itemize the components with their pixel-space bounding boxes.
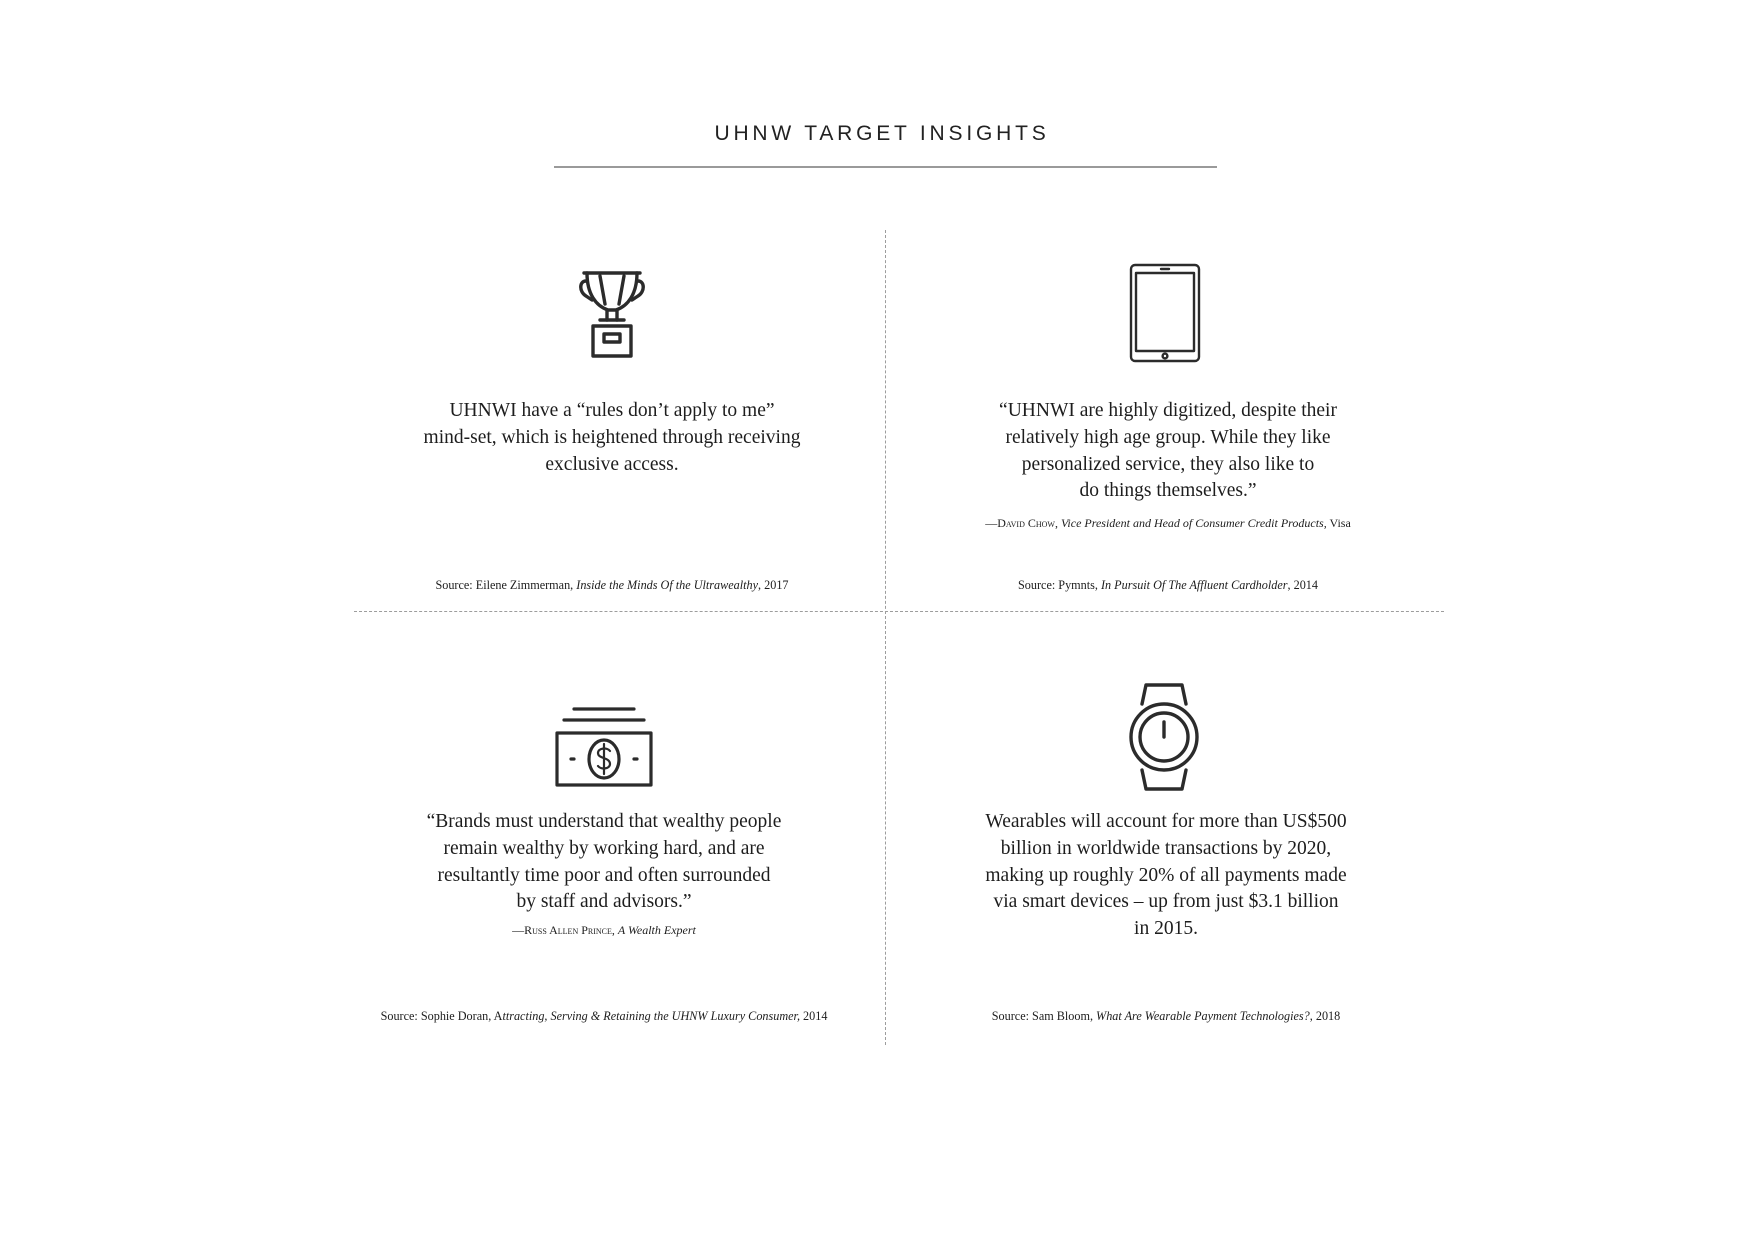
quote-line: billion in worldwide transactions by 2020, — [1000, 837, 1332, 859]
trophy-icon — [578, 268, 646, 360]
quote-line: resultantly time poor and often surrounded — [437, 864, 771, 886]
card-2-quote — [968, 398, 1368, 505]
card-3-attribution: —Russ Allen Prince, A Wealth Expert — [512, 923, 696, 937]
page-title: UHNW TARGET INSIGHTS — [714, 122, 1050, 145]
quote-line: UHNWI have a “rules don’t apply to me” — [449, 400, 775, 421]
card-3-quote — [404, 809, 804, 916]
card-2-attribution: —David Chow, Vice President and Head of Consumer Credit Products, Visa — [985, 516, 1351, 530]
quote-line: remain wealthy by working hard, and are — [443, 837, 765, 859]
quote-line: in 2015. — [1134, 918, 1198, 940]
quote-line: “UHNWI are highly digitized, despite their — [999, 400, 1337, 421]
quote-line: making up roughly 20% of all payments made — [985, 864, 1347, 886]
card-2-source: Source: Pymnts, In Pursuit Of The Affluent Cardholder, 2014 — [1018, 578, 1318, 592]
card-4-quote — [966, 809, 1366, 943]
quote-line: personalized service, they also like to — [1021, 453, 1315, 475]
horizontal-divider — [354, 611, 1444, 612]
money-icon — [554, 706, 654, 788]
quote-line: via smart devices – up from just $3.1 billion — [993, 891, 1339, 913]
quote-line: exclusive access. — [545, 453, 679, 475]
quote-line: mind-set, which is heightened through receiving — [423, 426, 801, 448]
card-3-source: Source: Sophie Doran, Attracting, Serving & Retaining the UHNW Luxury Consumer, 2014 — [380, 1009, 828, 1023]
quote-line: by staff and advisors.” — [516, 891, 692, 913]
quote-line: relatively high age group. While they like — [1005, 426, 1331, 448]
tablet-icon — [1129, 263, 1201, 363]
quote-line: Wearables will account for more than US$500 — [985, 811, 1347, 832]
watch-icon — [1128, 682, 1200, 792]
quote-line: “Brands must understand that wealthy people — [426, 811, 782, 832]
card-4-source: Source: Sam Bloom, What Are Wearable Payment Technologies?, 2018 — [991, 1009, 1341, 1023]
card-1-source: Source: Eilene Zimmerman, Inside the Minds Of the Ultrawealthy, 2017 — [435, 578, 789, 592]
vertical-divider — [885, 230, 886, 1045]
quote-line: do things themselves.” — [1079, 480, 1257, 502]
card-1-quote — [412, 398, 812, 478]
title-divider — [554, 166, 1217, 168]
